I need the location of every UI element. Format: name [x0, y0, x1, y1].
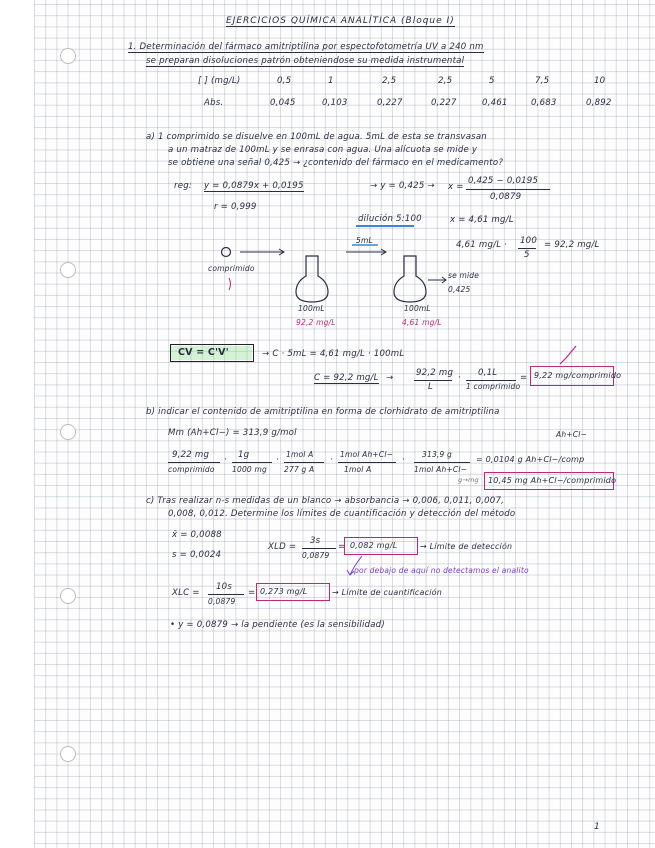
- fraction-bar: [208, 594, 244, 595]
- chain-num: 1mol Ah+Cl−: [340, 450, 394, 459]
- answer-b: 10,45 mg Ah+Cl−/comprimido: [488, 476, 617, 485]
- chain-result-grams: = 0,0104 g Ah+Cl−/comp: [476, 455, 585, 464]
- table-cell: 2,5: [382, 76, 397, 86]
- table-cell: 10: [594, 76, 606, 86]
- lod-den: 0,0879: [302, 551, 330, 560]
- x-equals: x =: [448, 182, 464, 192]
- part-c-line1: c) Tras realizar n-s medidas de un blanco → absorbancia → 0,006, 0,011, 0,007,: [146, 496, 505, 506]
- answer-a: 9,22 mg/comprimido: [534, 371, 622, 380]
- problem-statement-line1: 1. Determinación del fármaco amitriptilina por espectofotometría UV a 240 nm: [128, 42, 484, 52]
- lod-value: 0,082 mg/L: [350, 541, 398, 550]
- table-cell: 7,5: [535, 76, 550, 86]
- conversion-fraction-den: 5: [524, 250, 530, 260]
- table-cell: 5: [489, 76, 495, 86]
- loq-lhs: XLC =: [172, 588, 200, 598]
- table-cell: 0,103: [322, 98, 348, 108]
- dilution-formula: CV = C'V': [178, 347, 229, 358]
- salt-label: Ah+Cl−: [556, 430, 587, 439]
- notebook-page: EJERCICIOS QUÍMICA ANALÍTICA (Bloque I) 1. Determinación del fármaco amitriptilina por espectofotometría UV a 240 nm se preparan disoluciones patrón obteniendose su medida instrumental [ ] (mg/L) 0,5 1 2,5 2,5 5 7,5 10 Abs. 0,045 0,103 0,227 0,227 0,461 0,683 0,892 a) 1 comprimido se disuelve en 100mL de agua. 5mL de esta se transvasan a un matraz de 100mL y se enrasa con agua. Una alícuota se mide y se obtiene una señal 0,425 → ¿contenido del fármaco en el medicamento? reg: y = 0,0879x + 0,0195 r = 0,999 → y = 0,425 → x = 0,425 − 0,0195 0,0879 dilución 5:100 x = 4,61 mg/L 4,61 mg/L · 100 5 = 92,2 mg/L comprimido 5mL se mide 0,425 100mL 92,2 mg/L 100mL 4,61 mg/L CV = C'V' → C · 5mL = 4,61 mg/L · 100mL C = 92,2 mg/L → 92,2 mg L · 0,1L 1 comprimido = 9,22 mg/comprimido b) indicar el contenido de amitriptilina en forma de clorhidrato de amitriptilina Mm (Ah+Cl−) = 313,9 g/mol Ah+Cl− 9,22 mg comprimido · 1g 1000 mg · 1mol A 277 g A · 1mol Ah+Cl− 1mol A · 313,9 g 1mol Ah+Cl− = 0,0104 g Ah+Cl−/comp g→mg 10,45 mg Ah+Cl−/comprimido c) Tras realizar n-s medidas de un blanco → absorbancia → 0,006, 0,011, 0,007, 0,008, 0,012. Determine los límites de cuantificación y detección del método x̄ = 0,0088 s = 0,0024 XLD = 3s 0,0879 = 0,082 mg/L → Límite de detección por debajo de aquí no detectamos el analito XLC = 10s 0,0879 = 0,273 mg/L → Límite de cuantificación • y = 0,0879 → la pendiente (es la sensibilidad) 1: [0, 0, 655, 848]
- table-cell: 0,461: [482, 98, 508, 108]
- part-c-line2: 0,008, 0,012. Determine los límites de cuantificación y detección del método: [168, 509, 516, 519]
- lod-lhs: XLD =: [268, 542, 297, 552]
- reg-label: reg:: [174, 181, 192, 191]
- lod-note: por debajo de aquí no detectamos el analito: [354, 566, 529, 575]
- conversion-result: = 92,2 mg/L: [544, 240, 600, 250]
- table-cell: 0,892: [586, 98, 612, 108]
- chain-den: 1mol Ah+Cl−: [414, 465, 468, 474]
- table-cell: 0,5: [277, 76, 292, 86]
- page-title: EJERCICIOS QUÍMICA ANALÍTICA (Bloque I): [226, 16, 455, 26]
- conversion-fraction-num: 100: [520, 236, 538, 246]
- conversion-step: 4,61 mg/L ·: [456, 240, 508, 250]
- table-cell: 1: [328, 76, 334, 86]
- x-numerator: 0,425 − 0,0195: [468, 176, 539, 186]
- table-row-label-abs: Abs.: [204, 98, 224, 108]
- loq-den: 0,0879: [208, 597, 236, 606]
- chain-den: 277 g A: [284, 465, 315, 474]
- chain-den: 1000 mg: [232, 465, 267, 474]
- flask2-volume: 100mL: [404, 304, 431, 313]
- part-b-statement: b) indicar el contenido de amitriptilina en forma de clorhidrato de amitriptilina: [146, 407, 500, 417]
- concentration-result: C = 92,2 mg/L: [314, 373, 379, 383]
- lod-label: → Límite de detección: [420, 542, 513, 551]
- flask1-volume: 100mL: [298, 304, 325, 313]
- table-cell: 0,045: [270, 98, 296, 108]
- conv-frac1-num: 92,2 mg: [416, 368, 454, 378]
- slope-note: • y = 0,0879 → la pendiente (es la sensibilidad): [170, 620, 385, 630]
- part-a-line2: a un matraz de 100mL y se enrasa con agua. Una alícuota se mide y: [168, 145, 478, 155]
- chain-num: 1mol A: [286, 450, 314, 459]
- table-cell: 0,227: [431, 98, 457, 108]
- part-a-line3: se obtiene una señal 0,425 → ¿contenido del fármaco en el medicamento?: [168, 158, 504, 168]
- flask2-concentration: 4,61 mg/L: [402, 318, 442, 327]
- conv-frac2-den: 1 comprimido: [466, 382, 521, 391]
- x-denominator: 0,0879: [490, 192, 522, 202]
- loq-value: 0,273 mg/L: [260, 587, 308, 596]
- regression-equation: y = 0,0879x + 0,0195: [204, 181, 304, 191]
- chain-num: 1g: [238, 450, 250, 460]
- part-a-line1: a) 1 comprimido se disuelve en 100mL de agua. 5mL de esta se transvasan: [146, 132, 487, 142]
- correlation-coefficient: r = 0,999: [214, 202, 257, 212]
- se-mide-label: se mide: [448, 271, 480, 280]
- table-cell: 0,227: [377, 98, 403, 108]
- table-cell: 2,5: [438, 76, 453, 86]
- loq-label: → Límite de cuantificación: [332, 588, 443, 597]
- molar-mass: Mm (Ah+Cl−) = 313,9 g/mol: [168, 428, 297, 438]
- x-result: x = 4,61 mg/L: [450, 215, 514, 225]
- conv-frac2-num: 0,1L: [478, 368, 498, 378]
- unit-note: g→mg: [458, 476, 479, 484]
- chain-num: 9,22 mg: [172, 450, 210, 460]
- signal-substitution: → y = 0,425 →: [370, 181, 435, 191]
- page-number: 1: [594, 822, 600, 832]
- conv-frac1-den: L: [428, 382, 433, 392]
- loq-num: 10s: [216, 582, 233, 592]
- table-row-label-concentration: [ ] (mg/L): [198, 76, 241, 86]
- blank-sd: s = 0,0024: [172, 550, 222, 560]
- problem-statement-line2: se preparan disoluciones patrón obteniendose su medida instrumental: [146, 56, 465, 66]
- signal-value: 0,425: [448, 285, 471, 294]
- chain-den: 1mol A: [344, 465, 372, 474]
- blank-mean: x̄ = 0,0088: [172, 530, 222, 540]
- dilution-equation: → C · 5mL = 4,61 mg/L · 100mL: [262, 349, 405, 359]
- chain-den: comprimido: [168, 465, 215, 474]
- table-cell: 0,683: [531, 98, 557, 108]
- chain-num: 313,9 g: [422, 450, 453, 459]
- dilution-label: dilución 5:100: [358, 214, 422, 224]
- comprimido-label: comprimido: [208, 264, 255, 273]
- aliquot-label: 5mL: [356, 236, 373, 245]
- lod-num: 3s: [310, 536, 321, 546]
- flask1-concentration: 92,2 mg/L: [296, 318, 336, 327]
